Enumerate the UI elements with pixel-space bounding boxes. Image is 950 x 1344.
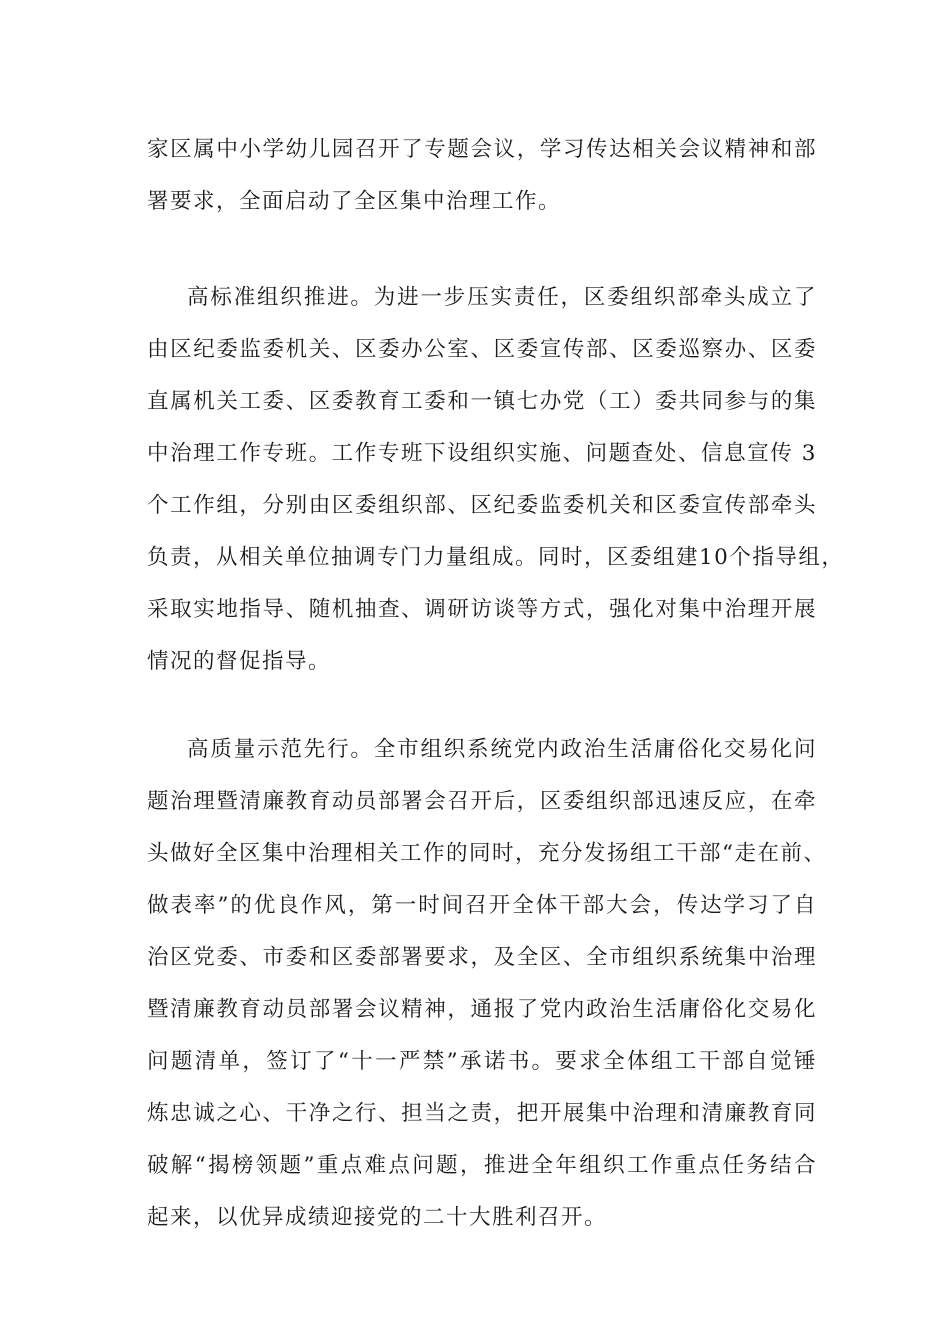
text-line: 治区党委、市委和区委部署要求，及全区、全市组织系统集中治理 bbox=[147, 945, 817, 970]
text-line: 起来，以优异成绩迎接党的二十大胜利召开。 bbox=[147, 1205, 608, 1230]
text-line: 情况的督促指导。 bbox=[147, 649, 332, 674]
text-line: 做表率”的优良作风，第一时间召开全体干部大会，传达学习了自 bbox=[147, 893, 817, 918]
text-line: 暨清廉教育动员部署会议精神，通报了党内政治生活庸俗化交易化 bbox=[147, 997, 817, 1022]
text-line: 破解“揭榜领题”重点难点问题，推进全年组织工作重点任务结合 bbox=[147, 1153, 817, 1178]
text-line: 中治理工作专班。工作专班下设组织实施、问题查处、信息宣传 3 bbox=[147, 441, 817, 466]
text-line: 问题清单，签订了“十一严禁”承诺书。要求全体组工干部自觉锤 bbox=[147, 1049, 817, 1074]
paragraph-demonstration-lead bbox=[147, 724, 827, 1244]
text-line: 个工作组，分别由区委组织部、区纪委监委机关和区委宣传部牵头 bbox=[147, 493, 817, 518]
text-line: 采取实地指导、随机抽查、调研访谈等方式，强化对集中治理开展 bbox=[147, 597, 817, 622]
text-line: 炼忠诚之心、干净之行、担当之责，把开展集中治理和清廉教育同 bbox=[147, 1101, 817, 1126]
paragraph-continuation bbox=[147, 124, 817, 228]
text-line: 直属机关工委、区委教育工委和一镇七办党（工）委共同参与的集 bbox=[147, 389, 817, 414]
text-line: 家区属中小学幼儿园召开了专题会议，学习传达相关会议精神和部 bbox=[147, 137, 817, 162]
text-line: 由区纪委监委机关、区委办公室、区委宣传部、区委巡察办、区委 bbox=[147, 337, 817, 362]
paragraph-organization-advance bbox=[147, 272, 845, 688]
text-line: 高质量示范先行。全市组织系统党内政治生活庸俗化交易化问 bbox=[187, 737, 817, 762]
text-line: 高标准组织推进。为进一步压实责任，区委组织部牵头成立了 bbox=[187, 285, 817, 310]
text-line: 头做好全区集中治理相关工作的同时，充分发扬组工干部“走在前、 bbox=[147, 841, 827, 866]
text-line: 题治理暨清廉教育动员部署会召开后，区委组织部迅速反应，在牵 bbox=[147, 789, 817, 814]
text-line: 负责，从相关单位抽调专门力量组成。同时，区委组建10个指导组， bbox=[147, 545, 845, 570]
text-line: 署要求，全面启动了全区集中治理工作。 bbox=[147, 189, 562, 214]
